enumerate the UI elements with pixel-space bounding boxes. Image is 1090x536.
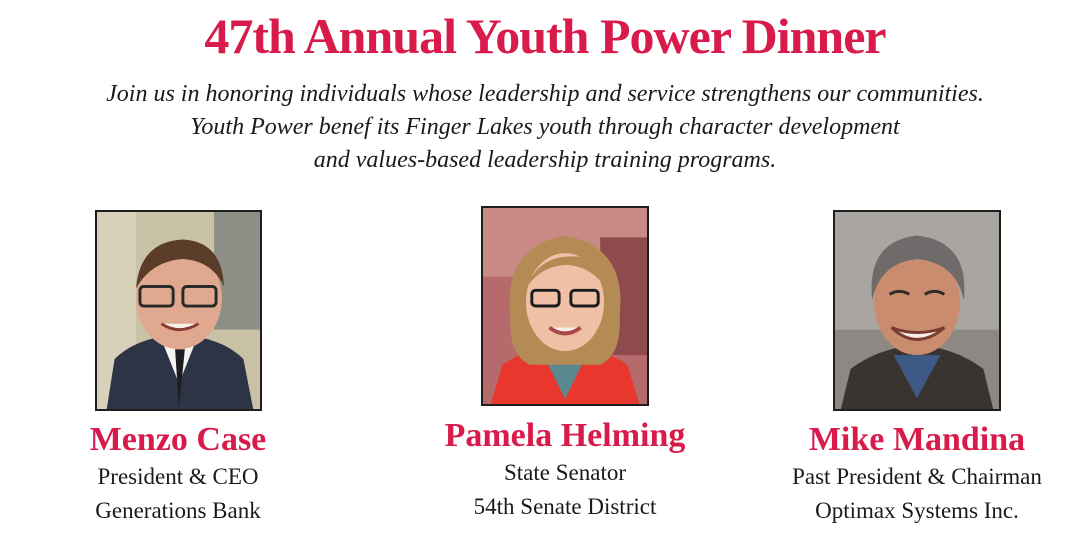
- honoree-name: Mike Mandina: [808, 421, 1026, 458]
- honoree-title: President & CEO: [97, 464, 259, 489]
- honoree-photo-pamela-helming: [481, 206, 649, 406]
- event-intro: [0, 78, 1090, 177]
- honoree-title: State Senator: [504, 460, 626, 485]
- honoree-organization: Generations Bank: [95, 498, 261, 523]
- event-title: 47th Annual Youth Power Dinner: [204, 8, 886, 64]
- honoree-name: Menzo Case: [89, 421, 267, 458]
- honoree-organization: 54th Senate District: [473, 494, 657, 519]
- intro-line: Join us in honoring individuals whose leadership and service strengthens our communities.: [106, 81, 984, 107]
- honoree-name: Pamela Helming: [444, 417, 686, 454]
- honoree-organization: Optimax Systems Inc.: [815, 498, 1019, 523]
- intro-line: and values-based leadership training programs.: [313, 147, 777, 173]
- portrait-photo-icon: [483, 208, 647, 404]
- portrait-photo-icon: [835, 212, 999, 409]
- honoree-photo-mike-mandina: [833, 210, 1001, 411]
- honoree-photo-menzo-case: [95, 210, 262, 411]
- intro-line: Youth Power benef its Finger Lakes youth through character development: [190, 114, 900, 140]
- portrait-photo-icon: [97, 212, 260, 409]
- honoree-title: Past President & Chairman: [792, 464, 1042, 489]
